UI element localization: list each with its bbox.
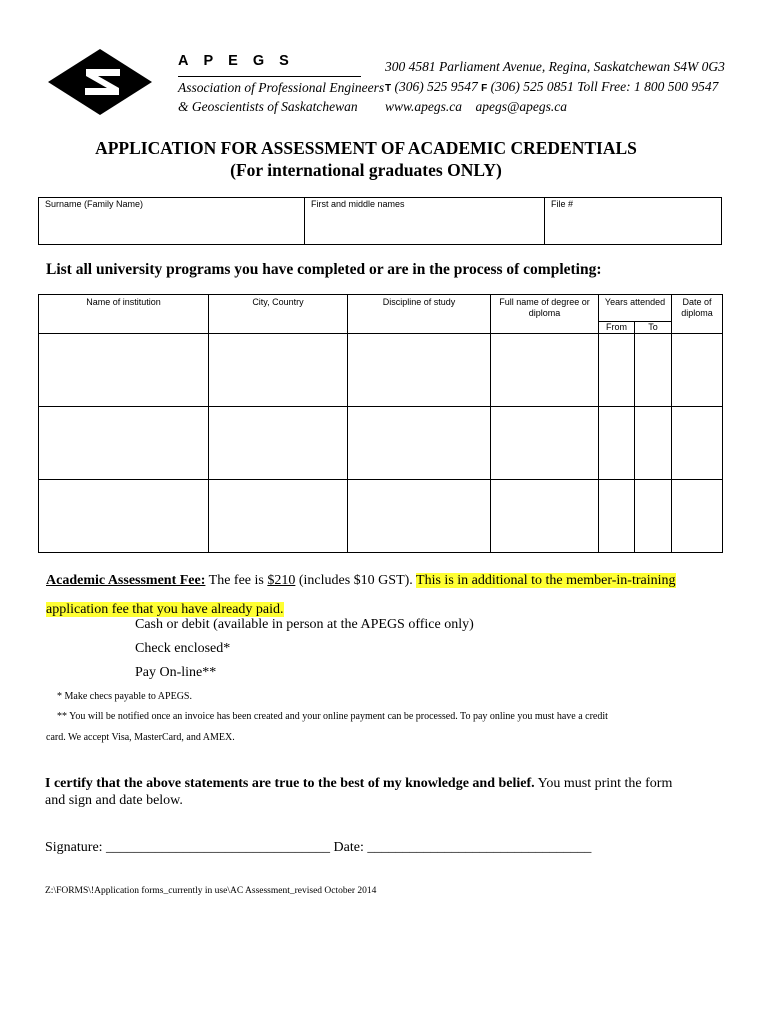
toll-free-number: Toll Free: 1 800 500 9547: [577, 79, 719, 94]
discipline-cell[interactable]: [348, 334, 491, 407]
col-from-header: From: [599, 322, 635, 334]
discipline-cell[interactable]: [348, 480, 491, 553]
city-country-cell[interactable]: [209, 407, 348, 480]
program-row: [39, 334, 723, 407]
from-cell[interactable]: [599, 407, 635, 480]
payment-option-online[interactable]: Pay On-line**: [135, 665, 217, 680]
first-middle-label: First and middle names: [311, 199, 405, 209]
document-path-footer: Z:\FORMS\!Application forms_currently in use\AC Assessment_revised October 2014: [45, 886, 377, 896]
col-to-header: To: [635, 322, 672, 334]
website-link[interactable]: www.apegs.ca: [385, 99, 462, 114]
fee-amount: $210: [267, 573, 296, 588]
fax-label: F: [481, 83, 488, 94]
institution-cell[interactable]: [39, 407, 209, 480]
signature-field[interactable]: ________________________________: [102, 840, 334, 855]
surname-field[interactable]: [39, 198, 305, 245]
payment-option-check[interactable]: Check enclosed*: [135, 641, 231, 656]
phone-label: T: [385, 83, 392, 94]
fax-number: (306) 525 0851: [490, 79, 574, 94]
col-discipline-header: Discipline of study: [348, 295, 491, 334]
surname-label: Surname (Family Name): [45, 199, 144, 209]
org-name-rule: [178, 76, 361, 77]
program-row: [39, 480, 723, 553]
org-full-name-line2: & Geoscientists of Saskatchewan: [178, 99, 358, 114]
institution-cell[interactable]: [39, 334, 209, 407]
form-subtitle: (For international graduates ONLY): [230, 160, 502, 180]
signature-date-line: [45, 840, 591, 856]
certification-bold: I certify that the above statements are true to the best of my knowledge and belief.: [45, 776, 535, 791]
file-number-label: File #: [551, 199, 574, 209]
web-contacts: [385, 99, 567, 115]
apegs-diamond-logo-icon: [46, 47, 154, 117]
first-middle-names-field[interactable]: [305, 198, 545, 245]
from-cell[interactable]: [599, 480, 635, 553]
org-name: APEGS: [178, 53, 304, 69]
date-field[interactable]: ________________________________: [363, 840, 592, 855]
date-diploma-cell[interactable]: [672, 480, 723, 553]
date-label: Date:: [333, 840, 364, 855]
org-address: 300 4581 Parliament Avenue, Regina, Saskatchewan S4W 0G3: [385, 59, 725, 74]
city-country-cell[interactable]: [209, 334, 348, 407]
payment-note-cheque: * Make checs payable to APEGS.: [57, 691, 192, 702]
to-cell[interactable]: [635, 334, 672, 407]
date-diploma-cell[interactable]: [672, 407, 723, 480]
degree-cell[interactable]: [491, 334, 599, 407]
payment-note-online-cont: card. We accept Visa, MasterCard, and AMEX.: [46, 732, 235, 743]
col-date-diploma-header: Date of diploma: [672, 295, 723, 334]
to-cell[interactable]: [635, 407, 672, 480]
fee-paragraph: [46, 566, 706, 624]
fee-highlight-note: This is in additional to the member-in-training application fee that you have already paid.: [46, 573, 676, 617]
col-institution-header: Name of institution: [39, 295, 209, 334]
col-years-attended-header: Years attended: [599, 295, 672, 322]
email-link[interactable]: apegs@apegs.ca: [475, 99, 568, 114]
certification-statement: [45, 775, 685, 809]
certification-rest: You must print the form and sign and date below.: [45, 776, 673, 808]
degree-cell[interactable]: [491, 407, 599, 480]
from-cell[interactable]: [599, 334, 635, 407]
payment-note-online: ** You will be notified once an invoice has been created and your online payment can be processed. To pay online you must have a credit: [57, 711, 608, 722]
institution-cell[interactable]: [39, 480, 209, 553]
to-cell[interactable]: [635, 480, 672, 553]
col-degree-header: Full name of degree or diploma: [491, 295, 599, 334]
discipline-cell[interactable]: [348, 407, 491, 480]
programs-heading: List all university programs you have completed or are in the process of completing:: [46, 261, 602, 278]
phone-number: (306) 525 9547: [394, 79, 478, 94]
org-full-name-line1: Association of Professional Engineers: [178, 80, 385, 95]
contact-numbers: [385, 79, 718, 95]
fee-label: Academic Assessment Fee:: [46, 573, 206, 588]
form-title: APPLICATION FOR ASSESSMENT OF ACADEMIC CREDENTIALS: [95, 138, 637, 158]
col-city-country-header: City, Country: [209, 295, 348, 334]
signature-label: Signature:: [45, 840, 103, 855]
fee-text-after: (includes $10 GST).: [295, 573, 417, 588]
date-diploma-cell[interactable]: [672, 334, 723, 407]
city-country-cell[interactable]: [209, 480, 348, 553]
programs-table: [38, 294, 723, 553]
degree-cell[interactable]: [491, 480, 599, 553]
file-number-field[interactable]: [545, 198, 722, 245]
payment-option-cash[interactable]: Cash or debit (available in person at the APEGS office only): [135, 617, 474, 632]
fee-text-before: The fee is: [205, 573, 268, 588]
applicant-name-table: [38, 197, 722, 245]
program-row: [39, 407, 723, 480]
